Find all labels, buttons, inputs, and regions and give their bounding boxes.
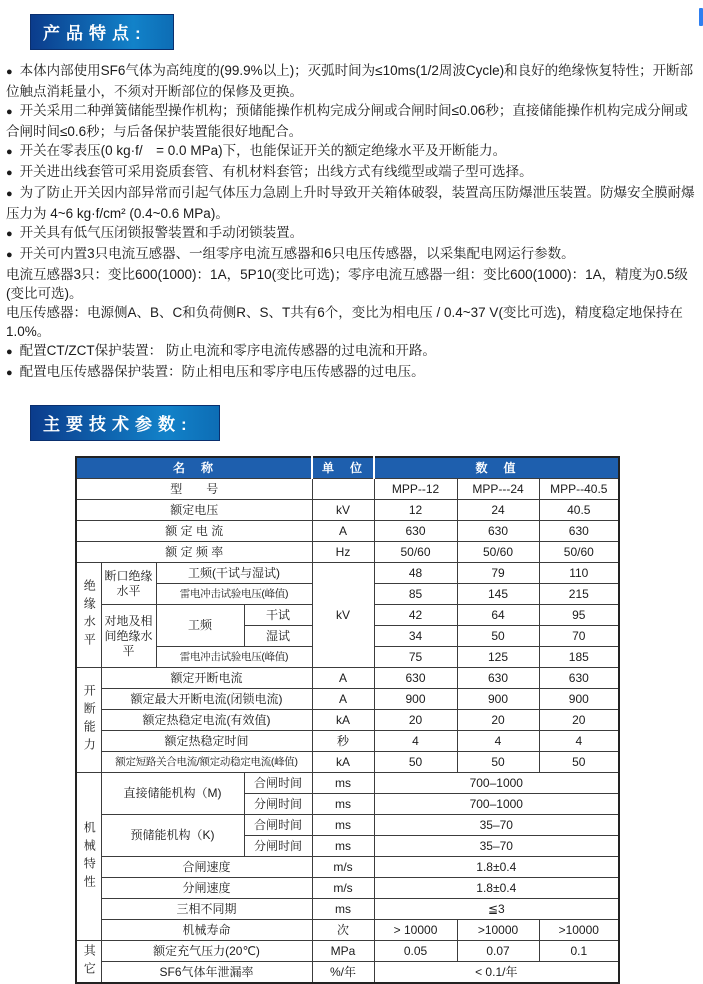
table-cell: 雷电冲击试验电压(峰值) xyxy=(156,584,312,605)
table-cell: 35–70 xyxy=(374,836,619,857)
spec-table xyxy=(75,456,620,984)
table-row xyxy=(76,773,619,794)
table-cell: 50/60 xyxy=(539,542,619,563)
table-cell: 三相不同期 xyxy=(101,899,312,920)
table-cell: >10000 xyxy=(539,920,619,941)
table-cell: MPa xyxy=(312,941,374,962)
table-cell: 75 xyxy=(374,647,457,668)
table-cell: 额定热稳定电流(有效值) xyxy=(101,710,312,731)
table-cell: 95 xyxy=(539,605,619,626)
table-cell: 700–1000 xyxy=(374,773,619,794)
table-cell: 85 xyxy=(374,584,457,605)
table-cell: m/s xyxy=(312,857,374,878)
bullet-icon: ● xyxy=(6,188,13,200)
table-cell: 机械寿命 xyxy=(101,920,312,941)
table-cell: 34 xyxy=(374,626,457,647)
table-cell: 900 xyxy=(457,689,539,710)
table-cell: 工频 xyxy=(156,605,244,647)
table-cell: 50 xyxy=(539,752,619,773)
table-row xyxy=(76,710,619,731)
table-cell: 40.5 xyxy=(539,500,619,521)
table-row xyxy=(76,920,619,941)
table-cell: 湿试 xyxy=(244,626,312,647)
bullet-icon: ● xyxy=(6,106,13,118)
table-cell: 秒 xyxy=(312,731,374,752)
table-cell: 1.8±0.4 xyxy=(374,878,619,899)
feature-item: ● 开关采用二种弹簧储能型操作机构；预储能操作机构完成分闸或合闸时间≤0.06秒；直接储能操作机构完成分闸或合闸时间≤0.6秒；与后备保护装置能很好地配合。 xyxy=(6,103,688,139)
table-cell: 50/60 xyxy=(374,542,457,563)
table-row xyxy=(76,962,619,984)
bullet-icon: ● xyxy=(6,146,13,158)
feature-item: ● 为了防止开关因内部异常而引起气体压力急剧上升时导致开关箱体破裂，装置高压防爆泄压装置。防爆安全膜耐爆压力为 4~6 kg·f/cm² (0.4~0.6 MPa)。 xyxy=(6,185,695,221)
table-cell: 50 xyxy=(457,752,539,773)
table-row xyxy=(76,563,619,584)
table-cell: 额 定 频 率 xyxy=(76,542,312,563)
table-cell: SF6气体年泄漏率 xyxy=(101,962,312,984)
table-cell: 48 xyxy=(374,563,457,584)
table-cell: 额定电压 xyxy=(76,500,312,521)
table-cell: ms xyxy=(312,794,374,815)
table-cell: 直接储能机构（M) xyxy=(101,773,244,815)
table-cell: 额定短路关合电流/额定动稳定电流(峰值) xyxy=(101,752,312,773)
table-row xyxy=(76,457,619,479)
table-row xyxy=(76,857,619,878)
table-cell: 215 xyxy=(539,584,619,605)
table-cell: 20 xyxy=(457,710,539,731)
table-row xyxy=(76,899,619,920)
table-cell: 分闸时间 xyxy=(244,794,312,815)
table-cell: 合闸时间 xyxy=(244,773,312,794)
spec-table-body xyxy=(76,457,619,983)
table-cell: 绝缘水平 xyxy=(76,563,101,668)
table-cell: 4 xyxy=(374,731,457,752)
table-cell: 工频(干试与湿试) xyxy=(156,563,312,584)
feature-item: ● 开关进出线套管可采用瓷质套管、有机材料套管；出线方式有线缆型或端子型可选择。 xyxy=(6,164,533,179)
table-row xyxy=(76,878,619,899)
table-cell: 50 xyxy=(457,626,539,647)
table-cell: MPP--12 xyxy=(374,479,457,500)
table-cell: 630 xyxy=(457,668,539,689)
table-cell: m/s xyxy=(312,878,374,899)
table-cell: 1.8±0.4 xyxy=(374,857,619,878)
table-row xyxy=(76,752,619,773)
table-cell: ms xyxy=(312,836,374,857)
feature-item: ● 配置CT/ZCT保护装置： 防止电流和零序电流传感器的过电流和开路。 xyxy=(6,343,436,358)
table-cell: 次 xyxy=(312,920,374,941)
table-cell: 630 xyxy=(539,521,619,542)
table-header-cell: 单 位 xyxy=(312,457,374,479)
section-title-parameters: 主要技术参数: xyxy=(30,405,220,441)
features-list xyxy=(6,61,698,383)
table-cell: A xyxy=(312,521,374,542)
bullet-icon: ● xyxy=(6,249,13,261)
bullet-icon: ● xyxy=(6,346,13,358)
table-row xyxy=(76,521,619,542)
table-cell: 机械特性 xyxy=(76,773,101,941)
table-cell: ms xyxy=(312,773,374,794)
table-cell: 0.1 xyxy=(539,941,619,962)
table-row xyxy=(76,815,619,836)
table-cell: 630 xyxy=(539,668,619,689)
table-cell: 700–1000 xyxy=(374,794,619,815)
table-row xyxy=(76,941,619,962)
table-cell: 合闸时间 xyxy=(244,815,312,836)
table-cell: 4 xyxy=(539,731,619,752)
table-cell: 开断能力 xyxy=(76,668,101,773)
table-cell: kV xyxy=(312,563,374,668)
table-cell: 额定最大开断电流(闭锁电流) xyxy=(101,689,312,710)
table-cell: 额 定 电 流 xyxy=(76,521,312,542)
table-row xyxy=(76,542,619,563)
table-cell: 145 xyxy=(457,584,539,605)
table-cell: 雷电冲击试验电压(峰值) xyxy=(156,647,312,668)
table-row xyxy=(76,479,619,500)
bullet-icon: ● xyxy=(6,66,13,78)
table-cell: 断口绝缘水平 xyxy=(101,563,156,605)
page-corner-decoration xyxy=(699,8,703,26)
table-cell xyxy=(312,479,374,500)
table-cell: 合闸速度 xyxy=(101,857,312,878)
table-cell: 110 xyxy=(539,563,619,584)
table-cell: 185 xyxy=(539,647,619,668)
table-header-cell: 数 值 xyxy=(374,457,619,479)
bullet-icon: ● xyxy=(6,367,13,379)
table-cell: ms xyxy=(312,815,374,836)
table-cell: 额定充气压力(20℃) xyxy=(101,941,312,962)
table-cell: 对地及相间绝缘水平 xyxy=(101,605,156,668)
table-cell: 900 xyxy=(539,689,619,710)
table-cell: A xyxy=(312,689,374,710)
feature-item: 电压传感器：电源侧A、B、C和负荷侧R、S、T共有6个，变比为相电压 / 0.4~37 V(变比可选)，精度稳定地保持在1.0%。 xyxy=(6,305,683,339)
table-cell: 额定开断电流 xyxy=(101,668,312,689)
table-cell: 630 xyxy=(374,521,457,542)
table-cell: ms xyxy=(312,899,374,920)
feature-item: 电流互感器3只：变比600(1000)：1A，5P10(变比可选)；零序电流互感器一组：变比600(1000)：1A，精度为0.5级(变比可选)。 xyxy=(6,267,688,301)
table-header-cell: 名 称 xyxy=(76,457,312,479)
table-cell: 50 xyxy=(374,752,457,773)
section-title-features: 产品特点: xyxy=(30,14,174,50)
table-cell: 79 xyxy=(457,563,539,584)
table-cell: 42 xyxy=(374,605,457,626)
table-cell: 20 xyxy=(374,710,457,731)
table-cell: kA xyxy=(312,710,374,731)
table-cell: 分闸速度 xyxy=(101,878,312,899)
table-cell: 50/60 xyxy=(457,542,539,563)
table-cell: 预储能机构（K) xyxy=(101,815,244,857)
table-cell: %/年 xyxy=(312,962,374,984)
table-row xyxy=(76,689,619,710)
bullet-icon: ● xyxy=(6,167,13,179)
table-cell: 630 xyxy=(374,668,457,689)
table-row xyxy=(76,731,619,752)
table-cell: 35–70 xyxy=(374,815,619,836)
table-cell: 24 xyxy=(457,500,539,521)
table-row xyxy=(76,668,619,689)
table-cell: 额定热稳定时间 xyxy=(101,731,312,752)
table-cell: 型 号 xyxy=(76,479,312,500)
feature-item: ● 开关具有低气压闭锁报警装置和手动闭锁装置。 xyxy=(6,225,304,240)
table-cell: A xyxy=(312,668,374,689)
table-cell: kV xyxy=(312,500,374,521)
feature-item: ● 配置电压传感器保护装置：防止相电压和零序电压传感器的过电压。 xyxy=(6,364,425,379)
table-cell: 125 xyxy=(457,647,539,668)
feature-item: ● 开关可内置3只电流互感器、一组零序电流互感器和6只电压传感器，以采集配电网运行参数。 xyxy=(6,246,575,261)
table-cell: ≦3 xyxy=(374,899,619,920)
table-cell: 分闸时间 xyxy=(244,836,312,857)
table-cell: 64 xyxy=(457,605,539,626)
table-cell: Hz xyxy=(312,542,374,563)
table-cell: 70 xyxy=(539,626,619,647)
table-cell: 0.07 xyxy=(457,941,539,962)
table-cell: 900 xyxy=(374,689,457,710)
table-cell: < 0.1/年 xyxy=(374,962,619,984)
bullet-icon: ● xyxy=(6,228,13,240)
table-cell: > 10000 xyxy=(374,920,457,941)
table-cell: MPP--40.5 xyxy=(539,479,619,500)
table-cell: 630 xyxy=(457,521,539,542)
table-cell: 0.05 xyxy=(374,941,457,962)
table-cell: 12 xyxy=(374,500,457,521)
table-cell: 其它 xyxy=(76,941,101,984)
table-cell: >10000 xyxy=(457,920,539,941)
table-cell: 20 xyxy=(539,710,619,731)
table-cell: MPP---24 xyxy=(457,479,539,500)
table-cell: 干试 xyxy=(244,605,312,626)
table-row xyxy=(76,500,619,521)
table-cell: 4 xyxy=(457,731,539,752)
table-cell: kA xyxy=(312,752,374,773)
feature-item: ● 开关在零表压(0 kg·f/ = 0.0 MPa)下，也能保证开关的额定绝缘水平及开断能力。 xyxy=(6,143,507,158)
feature-item: ● 本体内部使用SF6气体为高纯度的(99.9%以上)；灭弧时间为≤10ms(1/2周波Cycle)和良好的绝缘恢复特性；开断部位触点消耗量小，不须对开断部位的保修及更换。 xyxy=(6,63,694,99)
